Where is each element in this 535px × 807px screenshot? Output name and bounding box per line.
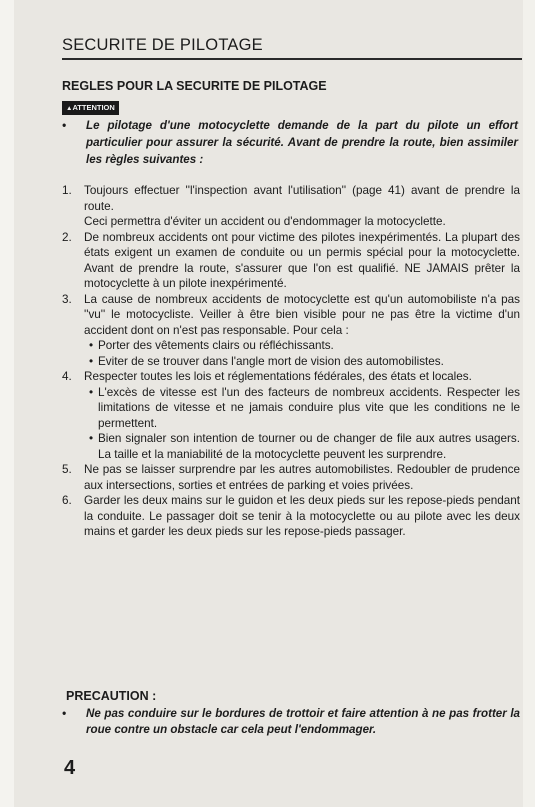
rules-list (62, 183, 520, 540)
manual-page (44, 0, 520, 807)
rule-paragraph: Garder les deux mains sur le guidon et les deux pieds sur les repose-pieds pendant la conduite. Le passager doit se tenir à la motocyclette ou au pilote avec les deux mains et garder les deux pieds sur les repose-pieds passager. (84, 494, 520, 538)
rule-body (84, 369, 520, 462)
rule-subpoint-text: L'excès de vitesse est l'un des facteurs de nombreux accidents. Respecter les limitations de vitesse et ne jamais conduire plus vite que les conditions ne le permettent. (98, 385, 520, 430)
precaution-note (62, 706, 520, 738)
rule-subpoint (84, 385, 520, 432)
attention-badge (62, 101, 119, 115)
rule-item (62, 462, 520, 493)
rule-number: 5. (62, 463, 72, 476)
rule-paragraph: Ne pas se laisser surprendre par les autres automobilistes. Redoubler de prudence aux intersections, sorties et entrées de parking et voies privées. (84, 463, 520, 492)
rule-number: 1. (62, 184, 72, 197)
rule-body (84, 292, 520, 370)
rule-body (84, 183, 520, 230)
rule-number: 6. (62, 494, 72, 507)
rule-subpoint (84, 338, 520, 354)
subtitle: REGLES POUR LA SECURITE DE PILOTAGE (62, 79, 327, 93)
rule-subpoint (84, 354, 520, 370)
rule-paragraph: De nombreux accidents ont pour victime des pilotes inexpérimentés. La plupart des états exigent un examen de conduite ou un permis spécial pour la motocyclette. Avant de prendre la route, s'assurer que l'on est qualifié. NE JAMAIS prêter la motocyclette à un pilote inexpérimenté. (84, 230, 520, 290)
rule-paragraph: La cause de nombreux accidents de motocyclette est qu'un automobiliste n'a pas ''vu'' le motocycliste. Veiller à être bien visible pour ne pas être la victime d'un accident dont on n'est pas responsable. Pour cela : (84, 292, 520, 337)
rule-paragraph: Toujours effectuer ''l'inspection avant l'utilisation'' (page 41) avant de prendre la route. (84, 184, 520, 213)
rule-number: 4. (62, 370, 72, 383)
intro-text: Le pilotage d'une motocyclette demande de la part du pilote un effort particulier pour assurer la sécurité. Avant de prendre la route, bien assimiler les règles suivantes : (86, 119, 518, 166)
title-rule (62, 58, 522, 60)
rule-paragraph: Respecter toutes les lois et réglementations fédérales, des états et locales. (84, 370, 472, 383)
bullet-dot-icon: • (88, 432, 94, 445)
rule-item (62, 493, 520, 540)
rule-body (84, 493, 520, 540)
rule-body (84, 462, 520, 493)
bullet-dot-icon: • (88, 385, 94, 399)
rule-number: 3. (62, 292, 72, 306)
rule-item (62, 369, 520, 462)
rule-item (62, 230, 520, 292)
rule-body (84, 230, 520, 292)
rule-subpoint (84, 431, 520, 462)
rule-paragraph: Ceci permettra d'éviter un accident ou d'endommager la motocyclette. (84, 215, 446, 228)
bullet-dot-icon: • (88, 339, 94, 352)
rule-item (62, 292, 520, 370)
rule-subpoint-text: Eviter de se trouver dans l'angle mort de vision des automobilistes. (98, 354, 444, 368)
precaution-text: Ne pas conduire sur le bordures de trottoir et faire attention à ne pas frotter la roue contre un obstacle car cela peut l'endommager. (86, 707, 520, 736)
scan-edge-left (0, 0, 14, 807)
scan-edge-right (523, 0, 535, 807)
page-number: 4 (64, 757, 76, 779)
precaution-title: PRECAUTION : (66, 689, 157, 703)
rule-item (62, 183, 520, 230)
rule-subpoint-text: Porter des vêtements clairs ou réfléchissants. (98, 339, 334, 352)
bullet-dot-icon: • (88, 354, 94, 368)
precaution-bullet: • (62, 707, 67, 720)
section-title: SECURITE DE PILOTAGE (62, 36, 263, 54)
warning-triangle-icon: ▲ (66, 105, 73, 112)
intro-bullet: • (62, 119, 67, 132)
intro-warning (62, 118, 518, 168)
rule-subpoint-text: Bien signaler son intention de tourner ou de changer de file aux autres usagers. La taille et la maniabilité de la motocyclette peuvent les surprendre. (98, 432, 520, 461)
attention-label: ATTENTION (72, 103, 115, 112)
rule-number: 2. (62, 230, 72, 244)
